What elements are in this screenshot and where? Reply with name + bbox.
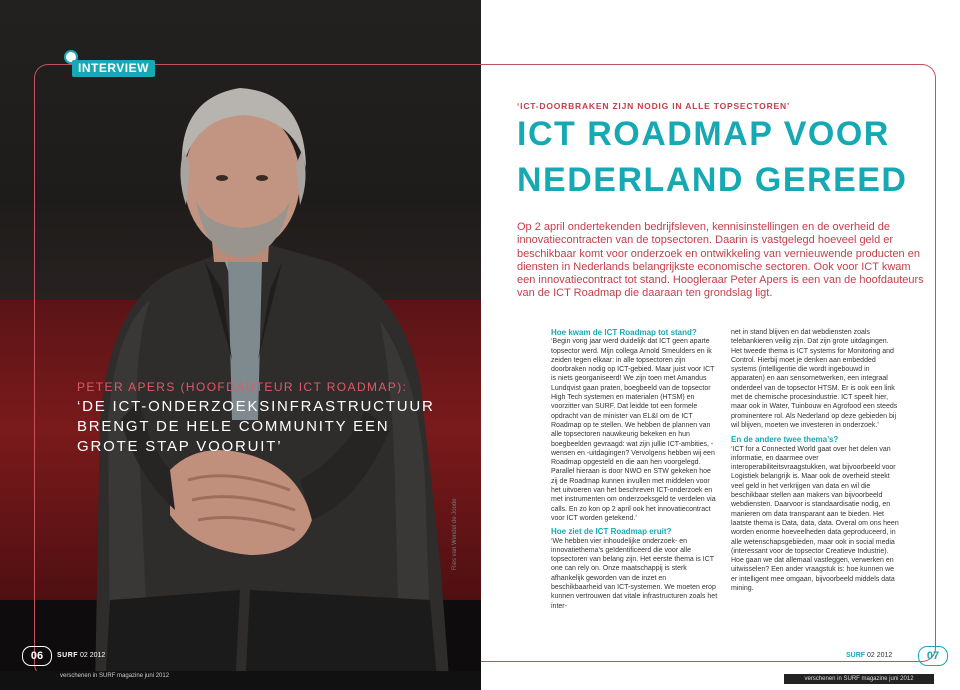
- article-column-2: [731, 328, 899, 593]
- quote-attribution: PETER APERS (HOOFDAUTEUR ICT ROADMAP):: [77, 380, 408, 394]
- article-title-line-1: ICT ROADMAP VOOR: [517, 115, 890, 153]
- footer-right: [846, 652, 892, 659]
- footer-issue-left: 02 2012: [80, 652, 106, 659]
- page-number-right: 07: [918, 646, 948, 666]
- article-kicker: ‘ICT-DOORBRAKEN ZIJN NODIG IN ALLE TOPSECTOREN’: [517, 101, 791, 111]
- page-frame-left: [34, 64, 481, 678]
- answer-paragraph: ‘We hebben vier inhoudelijke onderzoek- en innovatiethema’s geïdentificeerd die voor alle topsectoren van belang zijn. Het eerste thema is ICT one can rely on. Onze maatschappij is sterk afhankelijk geworden van de inzet en beschikbaarheid van ICT-systemen. We moeten erop kunnen vertrouwen dat vitale infrastructuren zoals het inter-: [551, 537, 718, 610]
- quote-line-1: ‘DE ICT-ONDERZOEKSINFRASTRUCTUUR: [77, 398, 435, 415]
- section-tag-interview: INTERVIEW: [72, 60, 155, 77]
- footer-left: [57, 652, 105, 659]
- article-intro: Op 2 april ondertekenden bedrijfsleven, kennisinstellingen en de overheid de innovatiecontracten van de topsectoren. Daarin is vastgelegd hoeveel geld er beschikbaar komt voor onderzoek en ontwikkeling van vernieuwende producten en diensten in Nederlands belangrijkste economische sectoren. Ook voor ICT kwam een innovatiecontract tot stand. Hoogleraar Peter Apers is een van de hoofdauteurs van de ICT Roadmap die daaraan ten grondslag ligt.: [517, 221, 924, 300]
- answer-paragraph: net in stand blijven en dat webdiensten zoals telebankieren veilig zijn. Dat zijn grote uitdagingen. Het tweede thema is ICT systems for Monitoring and Control. Hierbij moet je denken aan embedded systems (intelligentie die wordt ingebouwd in apparaten) en aan sensornetwerken, een integraal onderdeel van de topsector HTSM. Er is ook een link met de chemische procesindustrie. ICT speelt hier, maar ook in Water, Tuinbouw en Agrofood een steeds prominentere rol. Als Nederland op deze gebieden bij wil blijven, moeten we investeren in onderzoek.’: [731, 329, 898, 429]
- question-heading: En de andere twee thema’s?: [731, 435, 839, 445]
- photo-credit: Ries van Wendel de Joode: [452, 498, 458, 570]
- article-column-1: [551, 328, 719, 611]
- footer-issue-right: 02 2012: [867, 652, 893, 659]
- footer-brand-right: SURF: [846, 652, 866, 659]
- bottom-strip-left-text: verschenen in SURF magazine juni 2012: [60, 673, 170, 679]
- quote-line-2: BRENGT DE HELE COMMUNITY EEN: [77, 418, 390, 435]
- answer-paragraph: ‘Begin vorig jaar werd duidelijk dat ICT geen aparte topsector werd. Mijn collega Arnold Smeulders en ik zeiden tegen elkaar: in alle topsectoren zijn doorbraken nodig op ICT-gebied. Maar juist voor ICT is niets georganiseerd! We zijn toen met Amandus Lundqvist gaan praten, boegbeeld van de topsector High Tech systemen en materialen (HTSM) en voorzitter van SURF. Dat leidde tot een formele opdracht van de minister van EL&I om de ICT Roadmap op te stellen. We hebben de plannen van alle topsectoren nauwkeurig bekeken en hun boegbeelden gevraagd: wat zijn jullie ICT-ambities, -wensen en -uitdagingen? Vervolgens hebben wij een Roadmap opgesteld en die aan hen voorgelegd. Parallel hieraan is door NWO en STW gekeken hoe zij de Roadmap kunnen invullen met middelen voor het uitvoeren van het beschreven ICT-onderzoek en met instrumenten om onderzoeksgeld te verdelen via calls. En zo kon op 2 april ook het innovatiecontract voor ICT worden getekend.’: [551, 338, 716, 522]
- question-heading: Hoe kwam de ICT Roadmap tot stand?: [551, 328, 697, 337]
- footer-brand-left: SURF: [57, 652, 79, 659]
- question-heading: Hoe ziet de ICT Roadmap eruit?: [551, 527, 672, 537]
- answer-paragraph: ‘ICT for a Connected World gaat over het delen van informatie, en daarmee over interoperabiliteitsvraagstukken, wat bijvoorbeeld voor Logistiek belangrijk is. Maar ook de overheid steekt veel geld in het verkrijgen van data en wil die beschikbaar stellen aan makers van bijvoorbeeld webdiensten. Daarvoor is standaardisatie nodig, en manieren om data transparant aan te bieden. Het laatste thema is Data, data, data. Overal om ons heen worden enorme hoeveelheden data geproduceerd, in alle wetenschapsgebieden, maar ook in social media (interessant voor de topsector Creatieve Industrie). Hoe gaan we dat allemaal vastleggen, verwerken en uitwisselen? Een ander vraagstuk is: hoe kunnen we er intelligent mee omgaan, bijvoorbeeld middels data mining.: [731, 445, 899, 593]
- article-title-line-2: NEDERLAND GEREED: [517, 161, 908, 199]
- page-number-left: 06: [22, 646, 52, 666]
- bottom-strip-right: verschenen in SURF magazine juni 2012: [784, 674, 934, 684]
- quote-line-3: GROTE STAP VOORUIT’: [77, 438, 283, 455]
